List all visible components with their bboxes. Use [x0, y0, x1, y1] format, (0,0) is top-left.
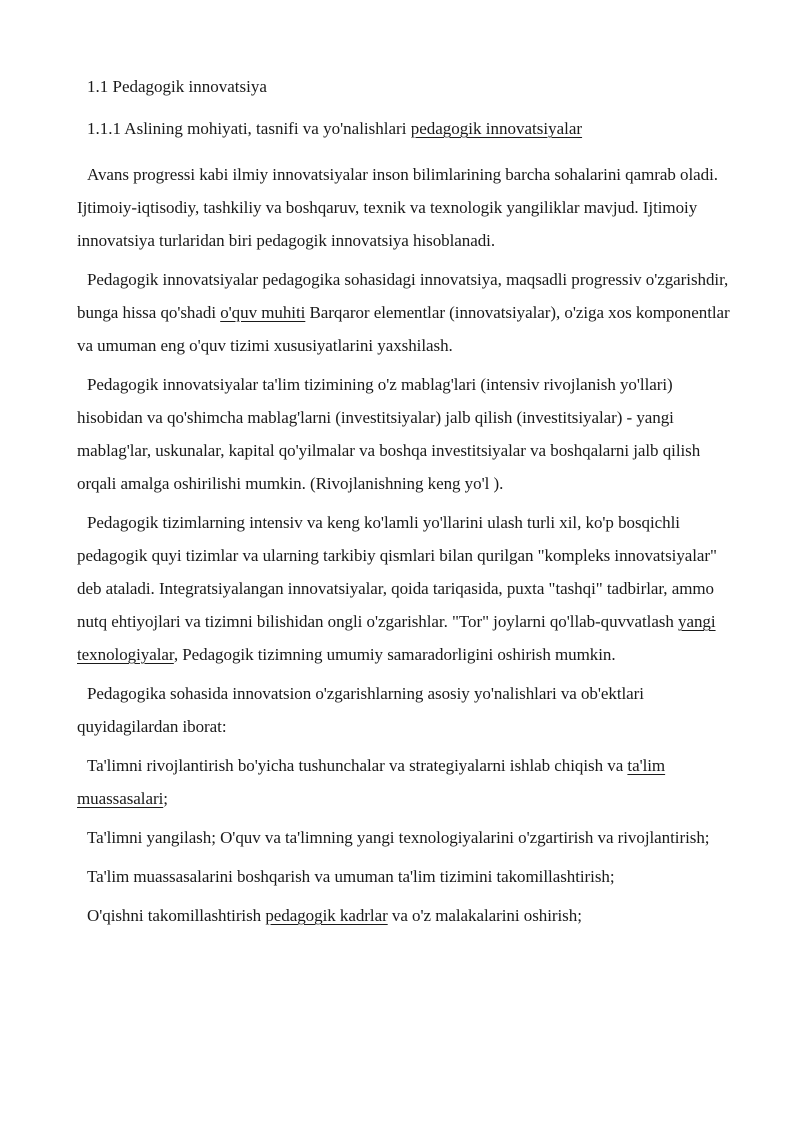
paragraph-4-text-after: , Pedagogik tizimning umumiy samaradorligini oshirish mumkin. — [173, 645, 616, 664]
paragraph-1 — [77, 158, 737, 257]
paragraph-5-text: Pedagogika sohasida innovatsion o'zgarishlarning asosiy yo'nalishlari va ob'ektlari quyidagilardan iborat: — [77, 684, 644, 736]
paragraph-4 — [77, 506, 737, 671]
paragraph-3 — [77, 368, 737, 500]
paragraph-4-text-before: Pedagogik tizimlarning intensiv va keng ko'lamli yo'llarini ulash turli xil, ko'p bosqichli pedagogik quyi tizimlar va ularning tarkibiy qismlari bilan qurilgan "kompleks innovatsiyalar" deb ataladi. Integratsiyalangan innovatsiyalar, qoida tariqasida, puxta "tashqi" tadbirlar, ammo nutq ehtiyojlari va tizimni bilishidan ongli o'zgarishlar. "Tor" joylarni qo'llab-quvvatlash — [77, 513, 717, 631]
oquv-muhiti-link[interactable]: o'quv muhiti — [220, 303, 306, 322]
paragraph-1-text: Avans progressi kabi ilmiy innovatsiyalar inson bilimlarining barcha sohalarini qamrab oladi. Ijtimoiy-iqtisodiy, tashkiliy va boshqaruv, texnik va texnologik yangiliklar mavjud. Ijtimoiy innovatsiya turlaridan biri pedagogik innovatsiya hisoblanadi. — [77, 165, 718, 250]
pedagogik-innovatsiyalar-link[interactable]: pedagogik innovatsiyalar — [410, 119, 583, 138]
section-heading — [77, 74, 737, 100]
paragraph-7-text: Ta'limni yangilash; O'quv va ta'limning yangi texnologiyalarini o'zgartirish va rivojlantirish; — [87, 828, 710, 847]
paragraph-5 — [77, 677, 737, 743]
pedagogik-kadrlar-link[interactable]: pedagogik kadrlar — [265, 906, 388, 925]
paragraph-9-text-before: O'qishni takomillashtirish — [87, 906, 266, 925]
talim-muassasalari-link[interactable]: ta'lim muassasalari — [77, 756, 666, 808]
paragraph-8 — [77, 860, 737, 893]
paragraph-6 — [77, 749, 737, 815]
paragraph-9-text-after: va o'z malakalarini oshirish; — [387, 906, 582, 925]
section-heading-text: 1.1 Pedagogik innovatsiya — [87, 77, 267, 96]
paragraph-2 — [77, 263, 737, 362]
paragraph-9 — [77, 899, 737, 932]
paragraph-6-text-after: ; — [163, 789, 168, 808]
paragraph-3-text: Pedagogik innovatsiyalar ta'lim tizimining o'z mablag'lari (intensiv rivojlanish yo'llari) hisobidan va qo'shimcha mablag'larni (investitsiyalar) jalb qilish (investitsiyalar) - yangi mablag'lar, uskunalar, kapital qo'yilmalar va boshqa investitsiyalar va boshqalarni jalb qilish orqali amalga oshirilishi mumkin. (Rivojlanishning keng yo'l ). — [77, 375, 701, 493]
paragraph-7 — [77, 821, 737, 854]
paragraph-2-text-after: Barqaror elementlar (innovatsiyalar), o'ziga xos komponentlar va umuman eng o'quv tizimi xususiyatlarini yaxshilash. — [77, 303, 730, 355]
yangi-texnologiyalar-link[interactable]: yangi texnologiyalar — [77, 612, 716, 664]
paragraph-2-text-before: Pedagogik innovatsiyalar pedagogika sohasidagi innovatsiya, maqsadli progressiv o'zgarishdir, bunga hissa qo'shadi — [77, 270, 729, 322]
subsection-heading — [77, 116, 737, 142]
subsection-heading-text: 1.1.1 Aslining mohiyati, tasnifi va yo'nalishlari — [87, 119, 411, 138]
document-page — [77, 74, 737, 938]
paragraph-6-text-before: Ta'limni rivojlantirish bo'yicha tushunchalar va strategiyalarni ishlab chiqish va — [87, 756, 628, 775]
paragraph-8-text: Ta'lim muassasalarini boshqarish va umuman ta'lim tizimini takomillashtirish; — [87, 867, 615, 886]
